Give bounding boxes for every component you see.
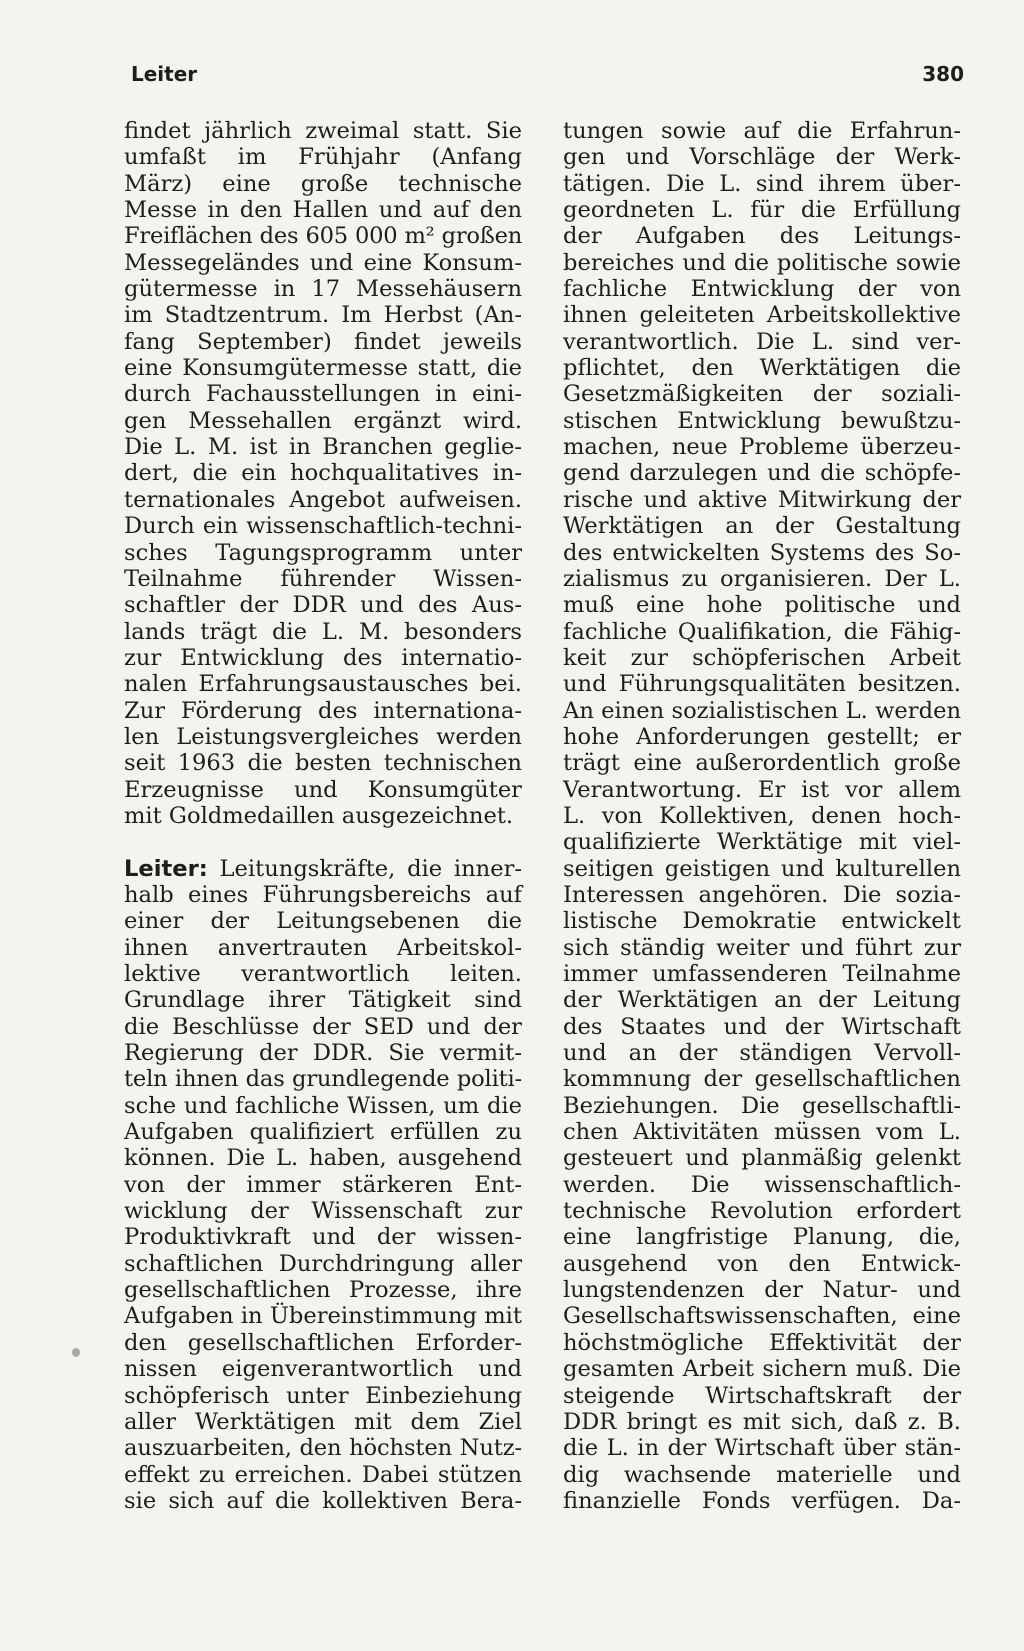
text-line: chen Aktivitäten müssen vom L. <box>563 1119 961 1146</box>
text-line: gesteuert und planmäßig gelenkt <box>563 1145 961 1172</box>
text-line: gesamten Arbeit sichern muß. Die <box>563 1356 961 1383</box>
text-line: teln ihnen das grundlegende politi- <box>124 1066 522 1093</box>
text-line: geordneten L. für die Erfüllung <box>563 197 961 224</box>
text-line: Interessen angehören. Die sozia- <box>563 881 961 908</box>
text-line: steigende Wirtschaftskraft der <box>563 1382 961 1409</box>
text-line: eine Konsumgütermesse statt, die <box>124 355 522 382</box>
text-line: finanzielle Fonds verfügen. Da- <box>563 1487 961 1514</box>
text-line: Teilnahme führender Wissen- <box>124 565 522 592</box>
text-line: fachliche Entwicklung der von <box>563 276 961 303</box>
text-line: muß eine hohe politische und <box>563 592 961 619</box>
text-line: werden. Die wissenschaftlich- <box>563 1171 961 1198</box>
text-line: des entwickelten Systems des So- <box>563 539 961 566</box>
text-line: pflichtet, den Werktätigen die <box>563 355 961 382</box>
entry-leiter <box>124 856 522 1515</box>
text-line: wicklung der Wissenschaft zur <box>124 1198 522 1225</box>
text-line: von der immer stärkeren Ent- <box>124 1171 522 1198</box>
text-line: und an der ständigen Vervoll- <box>563 1040 961 1067</box>
text-line: kommnung der gesellschaftlichen <box>563 1066 961 1093</box>
text-line: fang September) findet jeweils <box>124 328 522 355</box>
text-line: ihnen geleiteten Arbeitskollektive <box>563 302 961 329</box>
text-line: fachliche Qualifikation, die Fähig- <box>563 618 961 645</box>
entry-first-line-text: Leitungskräfte, die inner- <box>219 855 523 882</box>
text-line: tätigen. Die L. sind ihrem über- <box>563 170 961 197</box>
text-line: ausgehend von den Entwick- <box>563 1250 961 1277</box>
text-line: findet jährlich zweimal statt. Sie <box>124 118 522 144</box>
text-line: der Werktätigen an der Leitung <box>563 987 961 1014</box>
text-line: im Stadtzentrum. Im Herbst (An- <box>124 302 522 329</box>
entry-first-line <box>124 856 522 882</box>
text-line: immer umfassenderen Teilnahme <box>563 961 961 987</box>
text-line: schöpferisch unter Einbeziehung <box>124 1382 522 1409</box>
text-line: trägt eine außerordentlich große <box>563 750 961 777</box>
right-column <box>563 118 961 1514</box>
text-line: aller Werktätigen mit dem Ziel <box>124 1408 522 1435</box>
text-line: Beziehungen. Die gesellschaftli- <box>563 1092 961 1119</box>
text-line: gen und Vorschläge der Werk- <box>563 144 961 171</box>
text-line: machen, neue Probleme überzeu- <box>563 434 961 461</box>
text-line: der Aufgaben des Leitungs- <box>563 223 961 250</box>
text-line: ihnen anvertrauten Arbeitskol- <box>124 934 522 961</box>
text-line: höchstmögliche Effektivität der <box>563 1329 961 1356</box>
text-line: Gesetzmäßigkeiten der soziali- <box>563 381 961 408</box>
text-line: ternationales Angebot aufweisen. <box>124 486 522 513</box>
text-line: dig wachsende materielle und <box>563 1461 961 1488</box>
text-line: dert, die ein hochqualitatives in- <box>124 460 522 487</box>
paragraph-leipziger-messe-continued <box>124 118 522 829</box>
text-line: einer der Leitungsebenen die <box>124 908 522 935</box>
text-line: nissen eigenverantwortlich und <box>124 1356 522 1383</box>
running-head-keyword: Leiter <box>131 62 198 86</box>
text-line: zialismus zu organisieren. Der L. <box>563 565 961 592</box>
text-line: schaftlichen Durchdringung aller <box>124 1250 522 1277</box>
text-line: umfaßt im Frühjahr (Anfang <box>124 144 522 171</box>
text-line: Produktivkraft und der wissen- <box>124 1224 522 1251</box>
text-line: März) eine große technische <box>124 170 522 197</box>
text-line: auszuarbeiten, den höchsten Nutz- <box>124 1435 522 1462</box>
text-line: lands trägt die L. M. besonders <box>124 618 522 645</box>
text-line: gen Messehallen ergänzt wird. <box>124 407 522 434</box>
text-line: effekt zu erreichen. Dabei stützen <box>124 1461 522 1488</box>
text-line: den gesellschaftlichen Erforder- <box>124 1329 522 1356</box>
text-line: die L. in der Wirtschaft über stän- <box>563 1435 961 1462</box>
left-column <box>124 118 522 1514</box>
text-line: An einen sozialistischen L. werden <box>563 697 961 724</box>
text-line: mit Goldmedaillen ausgezeichnet. <box>124 802 514 829</box>
text-line: gütermesse in 17 Messehäusern <box>124 276 522 303</box>
text-line: zur Entwicklung des internatio- <box>124 644 522 671</box>
text-line: seitigen geistigen und kulturellen <box>563 855 961 882</box>
text-line: gend darzulegen und die schöpfe- <box>563 460 961 487</box>
paper-speck <box>72 1348 80 1357</box>
text-line: Erzeugnisse und Konsumgüter <box>124 776 522 803</box>
text-line: die Beschlüsse der SED und der <box>124 1013 522 1040</box>
text-line: keit zur schöpferischen Arbeit <box>563 644 961 671</box>
text-line: lungstendenzen der Natur- und <box>563 1277 961 1304</box>
text-line: listische Demokratie entwickelt <box>563 908 961 935</box>
text-line: rische und aktive Mitwirkung der <box>563 486 961 513</box>
text-line: Messe in den Hallen und auf den <box>124 197 522 224</box>
text-line: sie sich auf die kollektiven Bera- <box>124 1487 522 1514</box>
text-line: Verantwortung. Er ist vor allem <box>563 776 961 803</box>
text-line: Messegeländes und eine Konsum- <box>124 249 522 276</box>
text-line: stischen Entwicklung bewußtzu- <box>563 407 961 434</box>
text-line: gesellschaftlichen Prozesse, ihre <box>124 1277 522 1304</box>
text-line: verantwortlich. Die L. sind ver- <box>563 328 961 355</box>
text-line: durch Fachausstellungen in eini- <box>124 381 522 408</box>
text-line: halb eines Führungsbereichs auf <box>124 881 522 908</box>
text-line: qualifizierte Werktätige mit viel- <box>563 829 961 856</box>
text-line: hohe Anforderungen gestellt; er <box>563 723 961 750</box>
text-line: Gesellschaftswissenschaften, eine <box>563 1303 961 1330</box>
text-line: nalen Erfahrungsaustausches bei. <box>124 671 522 698</box>
text-line: Die L. M. ist in Branchen geglie- <box>124 434 522 461</box>
page-number: 380 <box>922 62 964 86</box>
text-line: Grundlage ihrer Tätigkeit sind <box>124 987 522 1014</box>
text-line: tungen sowie auf die Erfahrun- <box>563 118 961 144</box>
text-line: schaftler der DDR und des Aus- <box>124 592 522 619</box>
text-line: bereiches und die politische sowie <box>563 249 961 276</box>
text-line: Werktätigen an der Gestaltung <box>563 513 961 540</box>
text-line: sche und fachliche Wissen, um die <box>124 1092 522 1119</box>
text-line: eine langfristige Planung, die, <box>563 1224 961 1251</box>
entry-headword: Leiter: <box>124 855 208 882</box>
text-line: Durch ein wissenschaftlich-techni- <box>124 513 522 540</box>
text-line: sich ständig weiter und führt zur <box>563 934 961 961</box>
paragraph-gap <box>124 829 522 855</box>
text-line: sches Tagungsprogramm unter <box>124 539 522 566</box>
text-line: des Staates und der Wirtschaft <box>563 1013 961 1040</box>
text-line: technische Revolution erfordert <box>563 1198 961 1225</box>
text-line: Aufgaben qualifiziert erfüllen zu <box>124 1119 522 1146</box>
text-line: und Führungsqualitäten besitzen. <box>563 671 961 698</box>
text-line: len Leistungsvergleiches werden <box>124 723 522 750</box>
text-line: können. Die L. haben, ausgehend <box>124 1145 522 1172</box>
text-line: Aufgaben in Übereinstimmung mit <box>124 1303 522 1330</box>
text-line: DDR bringt es mit sich, daß z. B. <box>563 1408 961 1435</box>
text-line: seit 1963 die besten technischen <box>124 750 522 777</box>
text-line: L. von Kollektiven, denen hoch- <box>563 802 961 829</box>
text-line: Regierung der DDR. Sie vermit- <box>124 1040 522 1067</box>
text-line: Freiflächen des 605 000 m² großen <box>124 223 522 250</box>
text-line: Zur Förderung des internationa- <box>124 697 522 724</box>
text-line: lektive verantwortlich leiten. <box>124 961 522 987</box>
